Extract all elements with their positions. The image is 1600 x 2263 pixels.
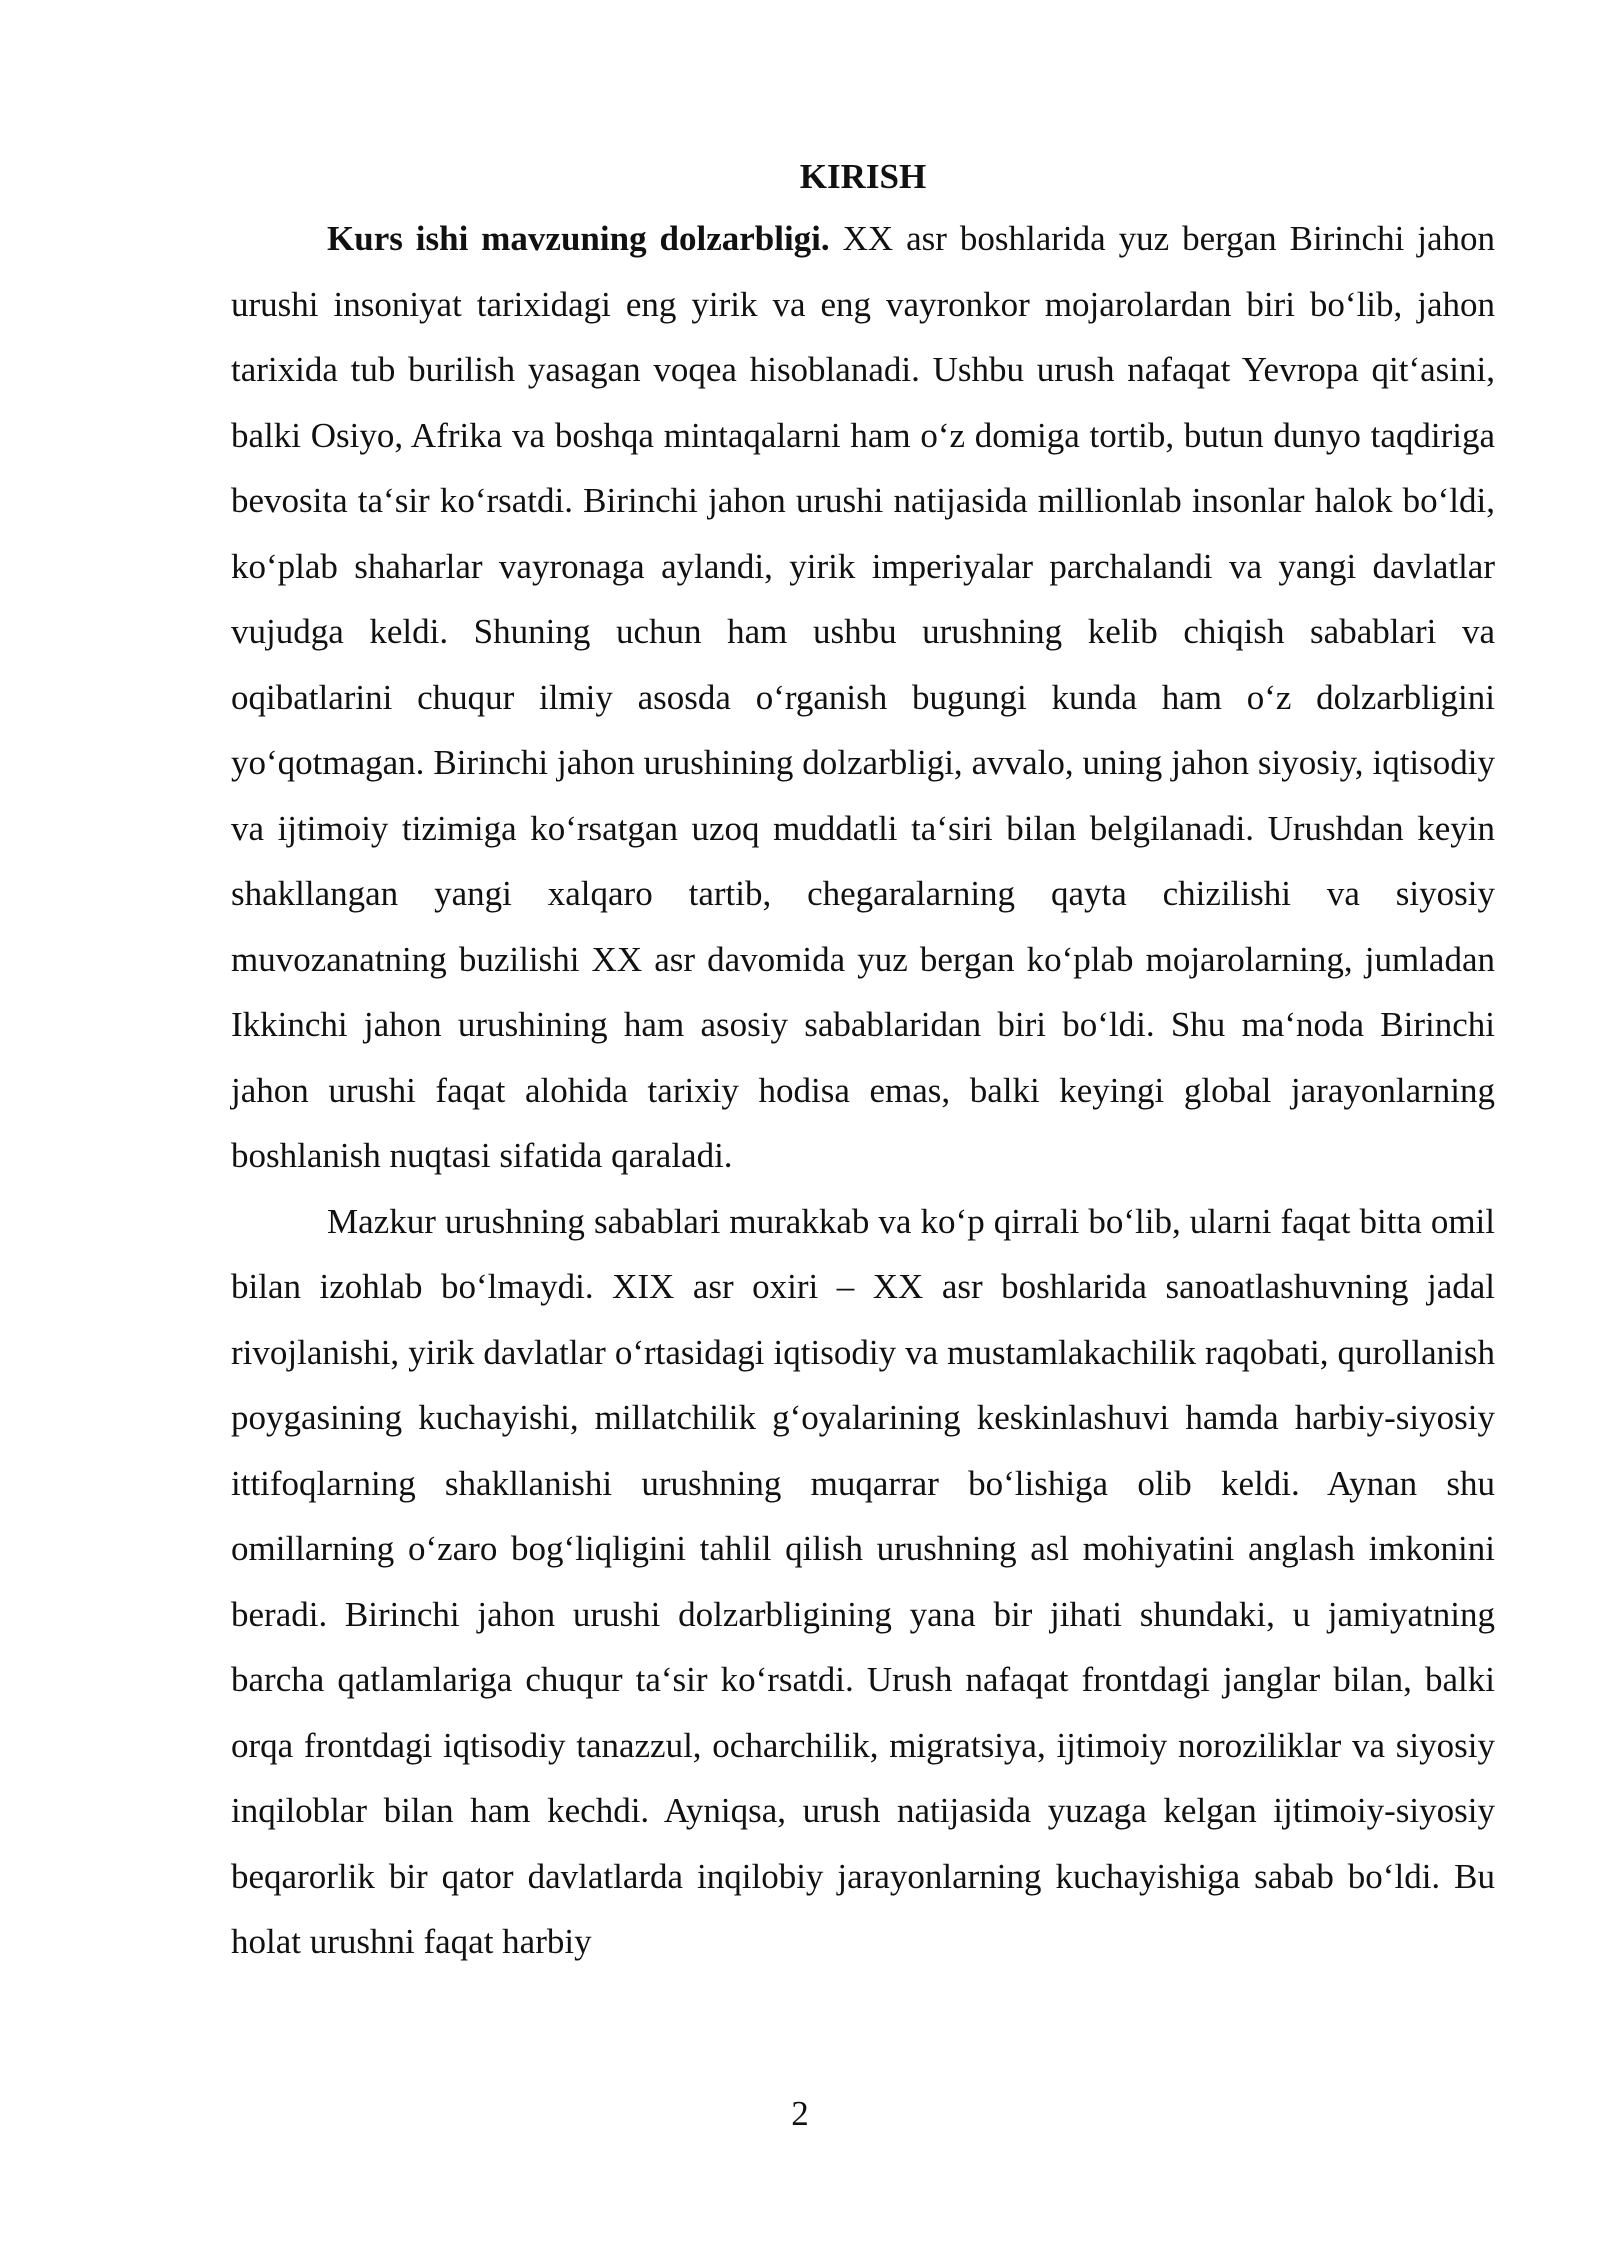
- paragraph-body: XX asr boshlarida yuz bergan Birinchi jahon urushi insoniyat tarixidagi eng yirik va eng vayronkor mojarolardan biri bo‘lib, jahon tarixida tub burilish yasagan voqea hisoblanadi. Ushbu urush nafaqat Yevropa qit‘asini, balki Osiyo, Afrika va boshqa mintaqalarni ham o‘z domiga tortib, butun dunyo taqdiriga bevosita ta‘sir ko‘rsatdi. Birinchi jahon urushi natijasida millionlab insonlar halok bo‘ldi, ko‘plab shaharlar vayronaga aylandi, yirik imperiyalar parchalandi va yangi davlatlar vujudga keldi. Shuning uchun ham ushbu urushning kelib chiqish sabablari va oqibatlarini chuqur ilmiy asosda o‘rganish bugungi kunda ham o‘z dolzarbligini yo‘qotmagan. Birinchi jahon urushining dolzarbligi, avvalo, uning jahon siyosiy, iqtisodiy va ijtimoiy tizimiga ko‘rsatgan uzoq muddatli ta‘siri bilan belgilanadi. Urushdan keyin shakllangan yangi xalqaro tartib, chegaralarning qayta chizilishi va siyosiy muvozanatning buzilishi XX asr davomida yuz bergan ko‘plab mojarolarning, jumladan Ikkinchi jahon urushining ham asosiy sabablaridan biri bo‘ldi. Shu ma‘noda Birinchi jahon urushi faqat alohida tarixiy hodisa emas, balki keyingi global jarayonlarning boshlanish nuqtasi sifatida qaraladi.: [231, 219, 1496, 1175]
- paragraph-causes: Mazkur urushning sabablari murakkab va ko‘p qirrali bo‘lib, ularni faqat bitta omil bilan izohlab bo‘lmaydi. XIX asr oxiri – XX asr boshlarida sanoatlashuvning jadal rivojlanishi, yirik davlatlar o‘rtasidagi iqtisodiy va mustamlakachilik raqobati, qurollanish poygasining kuchayishi, millatchilik g‘oyalarining keskinlashuvi hamda harbiy-siyosiy ittifoqlarning shakllanishi urushning muqarrar bo‘lishiga olib keldi. Aynan shu omillarning o‘zaro bog‘liqligini tahlil qilish urushning asl mohiyatini anglash imkonini beradi. Birinchi jahon urushi dolzarbligining yana bir jihati shundaki, u jamiyatning barcha qatlamlariga chuqur ta‘sir ko‘rsatdi. Urush nafaqat frontdagi janglar bilan, balki orqa frontdagi iqtisodiy tanazzul, ocharchilik, migratsiya, ijtimoiy noroziliklar va siyosiy inqiloblar bilan ham kechdi. Ayniqsa, urush natijasida yuzaga kelgan ijtimoiy-siyosiy beqarorlik bir qator davlatlarda inqilobiy jarayonlarning kuchayishiga sabab bo‘ldi. Bu holat urushni faqat harbiy: [231, 1201, 1495, 1961]
- paragraph-lead: Kurs ishi mavzuning dolzarbligi.: [327, 219, 830, 258]
- page-content: [231, 150, 1495, 1975]
- paragraph-relevance: [231, 206, 1495, 1189]
- page-number: 2: [791, 2094, 809, 2133]
- section-heading: KIRISH: [799, 157, 927, 196]
